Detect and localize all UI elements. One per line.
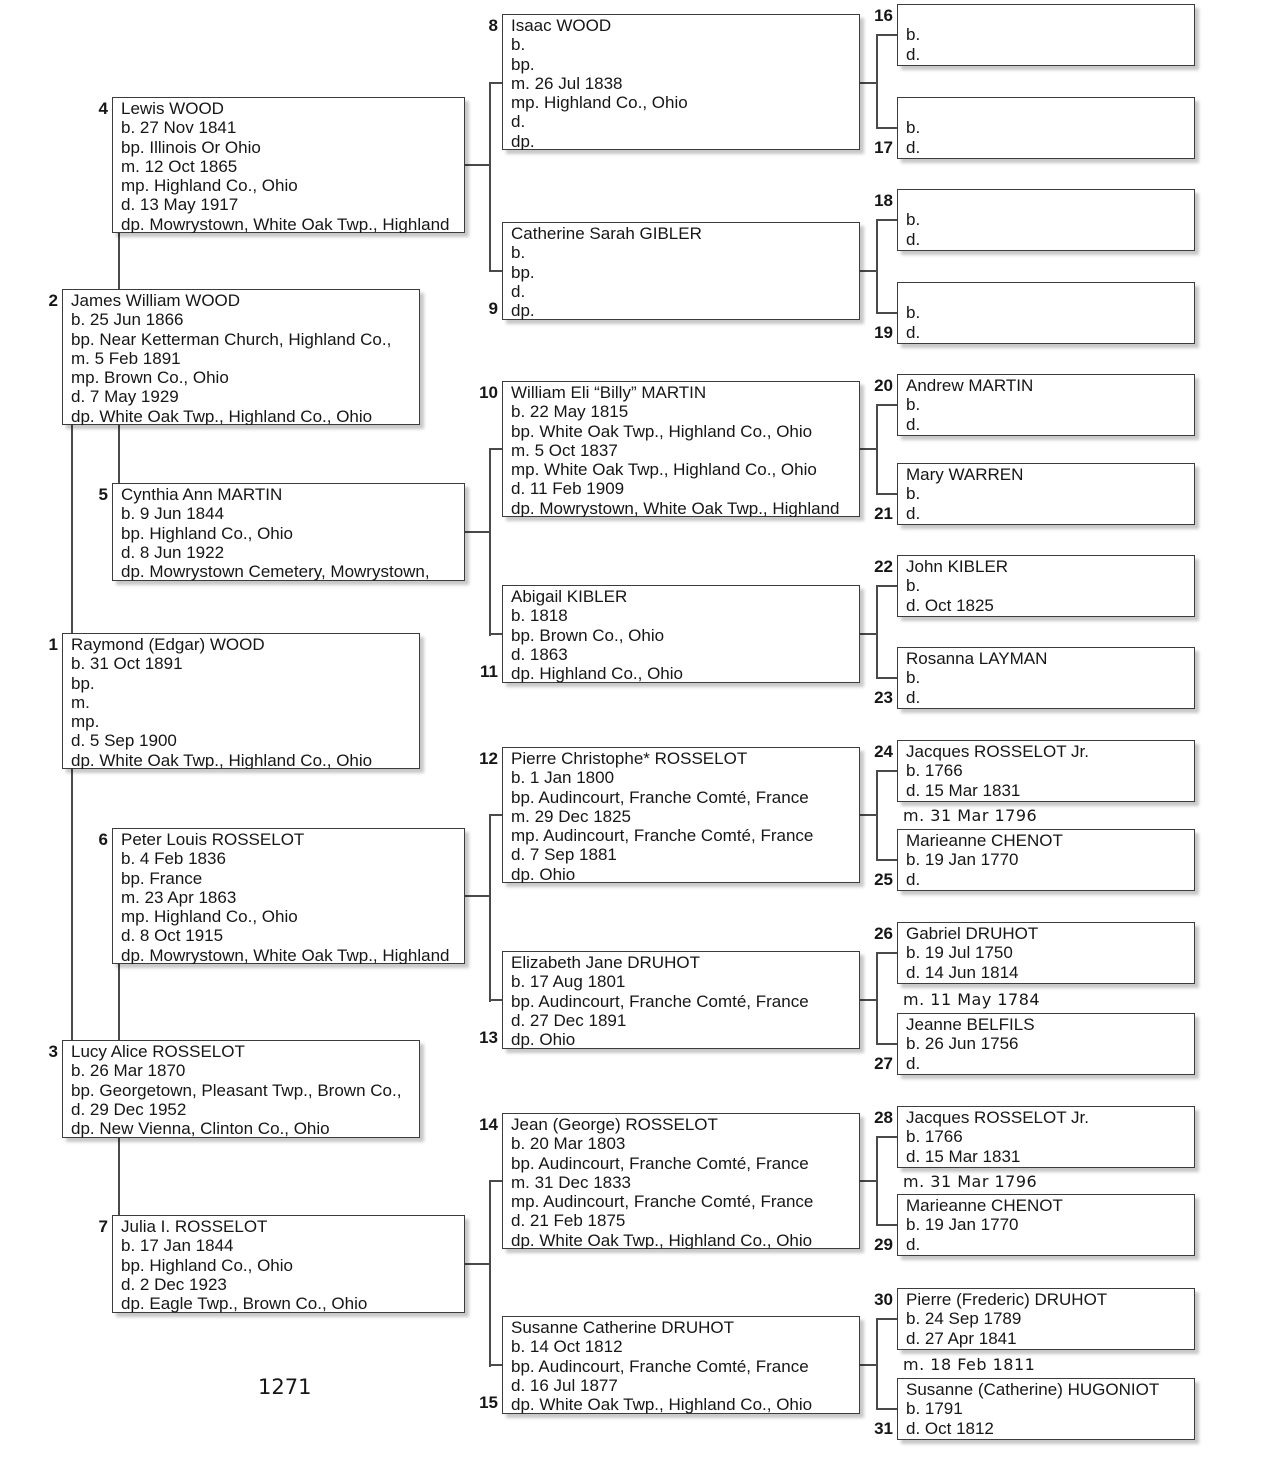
connector-line xyxy=(876,404,897,406)
person-box-28 xyxy=(874,1106,1195,1168)
detail-line: d. xyxy=(906,137,921,157)
detail-line: d. 15 Mar 1831 xyxy=(906,1146,1021,1166)
person-name: Marieanne CHENOT xyxy=(906,831,1063,850)
person-name: Rosanna LAYMAN xyxy=(906,649,1048,668)
person-box-31 xyxy=(874,1378,1195,1440)
person-number: 16 xyxy=(874,6,893,25)
detail-line: b. xyxy=(906,668,921,688)
detail-line: dp. Mowrystown, White Oak Twp., Highland xyxy=(121,945,450,964)
person-number: 27 xyxy=(874,1053,893,1073)
detail-line: b. xyxy=(906,303,921,323)
person-details xyxy=(906,1399,1189,1438)
person-details xyxy=(906,1127,1189,1166)
person-number: 9 xyxy=(488,298,498,318)
detail-line: d. 13 May 1917 xyxy=(121,195,239,215)
marriage-date-28-29: m. 31 Mar 1796 xyxy=(903,1172,1038,1191)
person-name: Lewis WOOD xyxy=(121,99,224,118)
detail-line: d. xyxy=(511,281,526,301)
connector-line xyxy=(876,127,897,129)
detail-line: m. 5 Feb 1891 xyxy=(71,348,181,368)
person-details xyxy=(511,972,854,1049)
detail-line: d. 11 Feb 1909 xyxy=(511,479,625,499)
detail-line: d. xyxy=(906,44,921,64)
connector-line xyxy=(489,814,502,816)
person-box-6 xyxy=(98,828,465,964)
person-details xyxy=(906,761,1189,800)
marriage-date-30-31: m. 18 Feb 1811 xyxy=(903,1355,1036,1374)
person-name: Raymond (Edgar) WOOD xyxy=(71,635,265,654)
detail-line: d. 7 May 1929 xyxy=(71,387,179,407)
detail-line: mp. Highland Co., Ohio xyxy=(121,907,298,927)
person-name: Gabriel DRUHOT xyxy=(906,924,1039,943)
connector-line xyxy=(876,1408,897,1410)
detail-line: m. xyxy=(71,692,90,712)
person-box-27 xyxy=(874,1013,1195,1075)
person-name: James William WOOD xyxy=(71,291,241,310)
detail-line: b. xyxy=(906,395,921,415)
connector-line xyxy=(465,531,490,533)
connector-line xyxy=(876,585,897,587)
detail-line: b. 1791 xyxy=(906,1399,963,1419)
person-number: 4 xyxy=(98,99,108,118)
person-number: 25 xyxy=(874,869,893,889)
connector-line xyxy=(876,585,878,679)
detail-line: d. 1863 xyxy=(511,644,568,664)
person-details xyxy=(71,310,414,425)
detail-line: bp. Audincourt, Franche Comté, France xyxy=(511,787,809,807)
detail-line: dp. Eagle Twp., Brown Co., Ohio xyxy=(121,1294,368,1313)
person-name: Jacques ROSSELOT Jr. xyxy=(906,742,1089,761)
detail-line: b. 26 Mar 1870 xyxy=(71,1061,186,1081)
person-details xyxy=(906,576,1189,615)
person-name: Isaac WOOD xyxy=(511,16,612,35)
person-name: Andrew MARTIN xyxy=(906,376,1034,395)
detail-line: b. 26 Jun 1756 xyxy=(906,1034,1019,1054)
person-name: Julia I. ROSSELOT xyxy=(121,1217,268,1236)
connector-line xyxy=(489,448,502,450)
connector-line xyxy=(489,1180,491,1367)
person-box-15 xyxy=(479,1316,860,1414)
person-name xyxy=(906,6,1189,25)
detail-line: d. 15 Mar 1831 xyxy=(906,780,1021,800)
detail-line: mp. xyxy=(71,712,100,732)
detail-line: bp. xyxy=(511,262,535,282)
person-number: 7 xyxy=(98,1217,108,1236)
person-box-3 xyxy=(48,1040,420,1138)
detail-line: b. 24 Sep 1789 xyxy=(906,1309,1022,1329)
detail-line: bp. Audincourt, Franche Comté, France xyxy=(511,1356,809,1376)
person-name: Abigail KIBLER xyxy=(511,587,628,606)
person-details xyxy=(511,1134,854,1249)
connector-line xyxy=(876,219,897,221)
person-name: Elizabeth Jane DRUHOT xyxy=(511,953,700,972)
person-number: 18 xyxy=(874,191,893,210)
detail-line: b. xyxy=(906,484,921,504)
connector-line xyxy=(465,164,490,166)
person-number: 24 xyxy=(874,742,893,761)
detail-line: b. 27 Nov 1841 xyxy=(121,118,237,138)
detail-line: d. Oct 1825 xyxy=(906,595,994,615)
detail-line: dp. xyxy=(511,301,535,320)
person-box-10 xyxy=(479,381,860,517)
person-number: 30 xyxy=(874,1290,893,1309)
detail-line: dp. New Vienna, Clinton Co., Ohio xyxy=(71,1119,330,1138)
detail-line: dp. Highland Co., Ohio xyxy=(511,664,683,683)
person-name: Mary WARREN xyxy=(906,465,1024,484)
detail-line: d. xyxy=(906,1053,921,1073)
connector-line xyxy=(489,448,491,636)
connector-line xyxy=(860,270,877,272)
detail-line: d. xyxy=(906,414,921,434)
person-box-16 xyxy=(874,4,1195,66)
person-name: Catherine Sarah GIBLER xyxy=(511,224,702,243)
person-number: 6 xyxy=(98,830,108,849)
person-details xyxy=(906,668,1189,707)
person-box-17 xyxy=(874,97,1195,159)
detail-line: dp. White Oak Twp., Highland Co., Ohio xyxy=(511,1395,813,1414)
person-details xyxy=(121,504,459,581)
person-number: 21 xyxy=(874,503,893,523)
detail-line: d. 21 Feb 1875 xyxy=(511,1211,626,1231)
detail-line: b. 1 Jan 1800 xyxy=(511,768,615,788)
person-number: 19 xyxy=(874,322,893,342)
detail-line: d. 7 Sep 1881 xyxy=(511,845,617,865)
connector-line xyxy=(876,952,878,1045)
person-box-21 xyxy=(874,463,1195,525)
person-number: 8 xyxy=(488,16,498,35)
detail-line: bp. Highland Co., Ohio xyxy=(121,523,293,543)
person-details xyxy=(511,606,854,683)
detail-line: d. xyxy=(906,322,921,342)
person-box-30 xyxy=(874,1288,1195,1350)
person-box-18 xyxy=(874,189,1195,251)
connector-line xyxy=(876,1224,897,1226)
person-name: Peter Louis ROSSELOT xyxy=(121,830,305,849)
person-number: 2 xyxy=(48,291,58,310)
detail-line: dp. White Oak Twp., Highland Co., Ohio xyxy=(511,1230,813,1249)
detail-line: d. 27 Apr 1841 xyxy=(906,1328,1017,1348)
connector-line xyxy=(860,633,877,635)
detail-line: b. 22 May 1815 xyxy=(511,402,629,422)
person-name: Jeanne BELFILS xyxy=(906,1015,1035,1034)
person-number: 3 xyxy=(48,1042,58,1061)
person-box-19 xyxy=(874,282,1195,344)
detail-line: m. 31 Dec 1833 xyxy=(511,1172,632,1192)
person-number: 1 xyxy=(48,635,58,654)
connector-line xyxy=(876,404,878,495)
person-number: 29 xyxy=(874,1234,893,1254)
detail-line: d. Oct 1812 xyxy=(906,1418,994,1438)
person-details xyxy=(511,402,854,517)
person-details xyxy=(511,1337,854,1414)
connector-line xyxy=(876,1136,897,1138)
person-details xyxy=(906,850,1189,889)
person-box-8 xyxy=(488,14,860,150)
detail-line: bp. Audincourt, Franche Comté, France xyxy=(511,991,809,1011)
person-box-2 xyxy=(48,289,420,425)
connector-line xyxy=(489,814,491,1002)
person-number: 20 xyxy=(874,376,893,395)
connector-line xyxy=(876,219,878,314)
detail-line: b. 9 Jun 1844 xyxy=(121,504,225,524)
person-details xyxy=(906,303,1189,342)
detail-line: mp. Audincourt, Franche Comté, France xyxy=(511,826,814,846)
connector-line xyxy=(860,999,877,1001)
person-details xyxy=(121,1236,459,1313)
detail-line: bp. White Oak Twp., Highland Co., Ohio xyxy=(511,421,813,441)
connector-line xyxy=(489,633,502,635)
person-box-29 xyxy=(874,1194,1195,1256)
detail-line: b. xyxy=(906,118,921,138)
detail-line: d. 14 Jun 1814 xyxy=(906,962,1019,982)
connector-line xyxy=(860,1180,877,1182)
connector-line xyxy=(876,1136,878,1226)
detail-line: dp. Mowrystown, White Oak Twp., Highland xyxy=(511,498,840,517)
person-number: 10 xyxy=(479,383,498,402)
connector-line xyxy=(489,1364,502,1366)
detail-line: d. 27 Dec 1891 xyxy=(511,1010,627,1030)
detail-line: b. 4 Feb 1836 xyxy=(121,849,226,869)
person-number: 12 xyxy=(479,749,498,768)
connector-line xyxy=(876,1043,897,1045)
connector-line xyxy=(876,34,897,36)
person-name: Lucy Alice ROSSELOT xyxy=(71,1042,245,1061)
person-name: Susanne Catherine DRUHOT xyxy=(511,1318,734,1337)
person-name: John KIBLER xyxy=(906,557,1009,576)
detail-line: bp. Audincourt, Franche Comté, France xyxy=(511,1153,809,1173)
person-name: Cynthia Ann MARTIN xyxy=(121,485,283,504)
detail-line: dp. White Oak Twp., Highland Co., Ohio xyxy=(71,406,373,425)
person-name: Pierre Christophe* ROSSELOT xyxy=(511,749,748,768)
person-number: 5 xyxy=(98,485,108,504)
person-details xyxy=(511,35,854,150)
person-details xyxy=(121,849,459,964)
person-number: 14 xyxy=(479,1115,498,1134)
detail-line: bp. xyxy=(511,54,535,74)
person-box-5 xyxy=(98,483,465,581)
detail-line: b. 31 Oct 1891 xyxy=(71,654,183,674)
connector-line xyxy=(876,770,897,772)
detail-line: mp. White Oak Twp., Highland Co., Ohio xyxy=(511,460,817,480)
connector-line xyxy=(876,859,897,861)
person-details xyxy=(906,395,1189,434)
detail-line: b. xyxy=(906,210,921,230)
person-number: 26 xyxy=(874,924,893,943)
detail-line: dp. Ohio xyxy=(511,864,576,883)
person-number: 28 xyxy=(874,1108,893,1127)
person-name: Jacques ROSSELOT Jr. xyxy=(906,1108,1089,1127)
connector-line xyxy=(860,82,877,84)
person-box-25 xyxy=(874,829,1195,891)
detail-line: b. xyxy=(906,576,921,596)
detail-line: b. xyxy=(511,35,526,55)
person-number: 13 xyxy=(479,1027,498,1047)
person-number: 15 xyxy=(479,1392,498,1412)
detail-line: d. xyxy=(906,1234,921,1254)
connector-line xyxy=(489,1180,502,1182)
detail-line: b. 19 Jan 1770 xyxy=(906,1215,1019,1235)
connector-line xyxy=(489,82,502,84)
connector-line xyxy=(876,770,878,861)
detail-line: b. 1766 xyxy=(906,1127,963,1147)
person-box-11 xyxy=(480,585,860,683)
person-box-23 xyxy=(874,647,1195,709)
person-number: 17 xyxy=(874,137,893,157)
detail-line: b. 17 Aug 1801 xyxy=(511,972,626,992)
person-details xyxy=(906,484,1189,523)
detail-line: m. 29 Dec 1825 xyxy=(511,806,632,826)
detail-line: d. xyxy=(906,687,921,707)
person-name: Susanne (Catherine) HUGONIOT xyxy=(906,1380,1160,1399)
detail-line: d. 5 Sep 1900 xyxy=(71,731,177,751)
detail-line: d. 8 Oct 1915 xyxy=(121,926,224,946)
detail-line: b. xyxy=(906,25,921,45)
connector-line xyxy=(465,895,490,897)
detail-line: m. 5 Oct 1837 xyxy=(511,440,618,460)
detail-line: bp. xyxy=(71,673,95,693)
person-box-1 xyxy=(48,633,420,769)
person-details xyxy=(906,943,1189,982)
connector-line xyxy=(876,1318,878,1410)
detail-line: b. 17 Jan 1844 xyxy=(121,1236,234,1256)
person-details xyxy=(906,1309,1189,1348)
person-box-26 xyxy=(874,922,1195,984)
person-details xyxy=(511,243,854,320)
detail-line: m. 23 Apr 1863 xyxy=(121,887,237,907)
person-details xyxy=(906,1034,1189,1073)
person-number: 23 xyxy=(874,687,893,707)
detail-line: b. 25 Jun 1866 xyxy=(71,310,184,330)
detail-line: d. 16 Jul 1877 xyxy=(511,1375,618,1395)
connector-line xyxy=(860,1364,877,1366)
person-details xyxy=(71,654,414,769)
person-name xyxy=(906,99,1189,118)
detail-line: m. 12 Oct 1865 xyxy=(121,156,238,176)
detail-line: b. 1818 xyxy=(511,606,568,626)
person-number: 31 xyxy=(874,1418,893,1438)
person-box-12 xyxy=(479,747,860,883)
connector-line xyxy=(876,34,878,129)
detail-line: b. 19 Jan 1770 xyxy=(906,850,1019,870)
person-name xyxy=(906,284,1189,303)
person-name: Jean (George) ROSSELOT xyxy=(511,1115,718,1134)
detail-line: d. xyxy=(511,112,526,132)
detail-line: b. 19 Jul 1750 xyxy=(906,943,1013,963)
person-details xyxy=(121,118,459,233)
marriage-date-26-27: m. 11 May 1784 xyxy=(903,990,1041,1009)
connector-line xyxy=(489,999,502,1001)
detail-line: b. 14 Oct 1812 xyxy=(511,1337,623,1357)
detail-line: bp. France xyxy=(121,868,203,888)
person-name: Marieanne CHENOT xyxy=(906,1196,1063,1215)
person-details xyxy=(71,1061,414,1138)
detail-line: mp. Highland Co., Ohio xyxy=(121,176,298,196)
person-details xyxy=(906,210,1189,249)
person-name xyxy=(906,191,1189,210)
detail-line: mp. Brown Co., Ohio xyxy=(71,368,229,388)
person-number: 11 xyxy=(480,661,498,681)
detail-line: dp. Mowrystown Cemetery, Mowrystown, xyxy=(121,562,430,581)
connector-line xyxy=(489,270,502,272)
detail-line: dp. White Oak Twp., Highland Co., Ohio xyxy=(71,750,373,769)
person-name: Pierre (Frederic) DRUHOT xyxy=(906,1290,1108,1309)
connector-line xyxy=(465,1263,490,1265)
connector-line xyxy=(876,677,897,679)
detail-line: b. xyxy=(511,243,526,263)
person-name: William Eli “Billy” MARTIN xyxy=(511,383,707,402)
detail-line: d. 29 Dec 1952 xyxy=(71,1099,187,1119)
connector-line xyxy=(876,1318,897,1320)
detail-line: d. 8 Jun 1922 xyxy=(121,542,225,562)
person-box-13 xyxy=(479,951,860,1049)
detail-line: b. 20 Mar 1803 xyxy=(511,1134,626,1154)
person-box-22 xyxy=(874,555,1195,617)
person-box-9 xyxy=(488,222,860,320)
detail-line: d. xyxy=(906,229,921,249)
person-details xyxy=(906,25,1189,64)
connector-line xyxy=(860,814,877,816)
person-number: 22 xyxy=(874,557,893,576)
detail-line: mp. Audincourt, Franche Comté, France xyxy=(511,1192,814,1212)
person-box-7 xyxy=(98,1215,465,1313)
connector-line xyxy=(860,448,877,450)
person-details xyxy=(906,118,1189,157)
detail-line: m. 26 Jul 1838 xyxy=(511,73,623,93)
detail-line: d. xyxy=(906,869,921,889)
detail-line: bp. Highland Co., Ohio xyxy=(121,1255,293,1275)
connector-line xyxy=(876,312,897,314)
detail-line: dp. Mowrystown, White Oak Twp., Highland xyxy=(121,214,450,233)
marriage-date-24-25: m. 31 Mar 1796 xyxy=(903,806,1038,825)
detail-line: dp. Ohio xyxy=(511,1030,576,1049)
detail-line: bp. Near Ketterman Church, Highland Co., xyxy=(71,329,392,349)
person-box-24 xyxy=(874,740,1195,802)
connector-line xyxy=(876,493,897,495)
detail-line: d. 2 Dec 1923 xyxy=(121,1274,227,1294)
person-box-20 xyxy=(874,374,1195,436)
person-details xyxy=(906,1215,1189,1254)
detail-line: b. 1766 xyxy=(906,761,963,781)
person-box-4 xyxy=(98,97,465,233)
person-box-14 xyxy=(479,1113,860,1249)
detail-line: bp. Georgetown, Pleasant Twp., Brown Co., xyxy=(71,1080,402,1100)
person-details xyxy=(511,768,854,883)
connector-line xyxy=(489,82,491,272)
page-number: 1271 xyxy=(258,1375,312,1399)
detail-line: bp. Illinois Or Ohio xyxy=(121,137,261,157)
detail-line: d. xyxy=(906,503,921,523)
detail-line: bp. Brown Co., Ohio xyxy=(511,625,665,645)
detail-line: mp. Highland Co., Ohio xyxy=(511,93,688,113)
detail-line: dp. xyxy=(511,131,535,150)
connector-line xyxy=(876,952,897,954)
